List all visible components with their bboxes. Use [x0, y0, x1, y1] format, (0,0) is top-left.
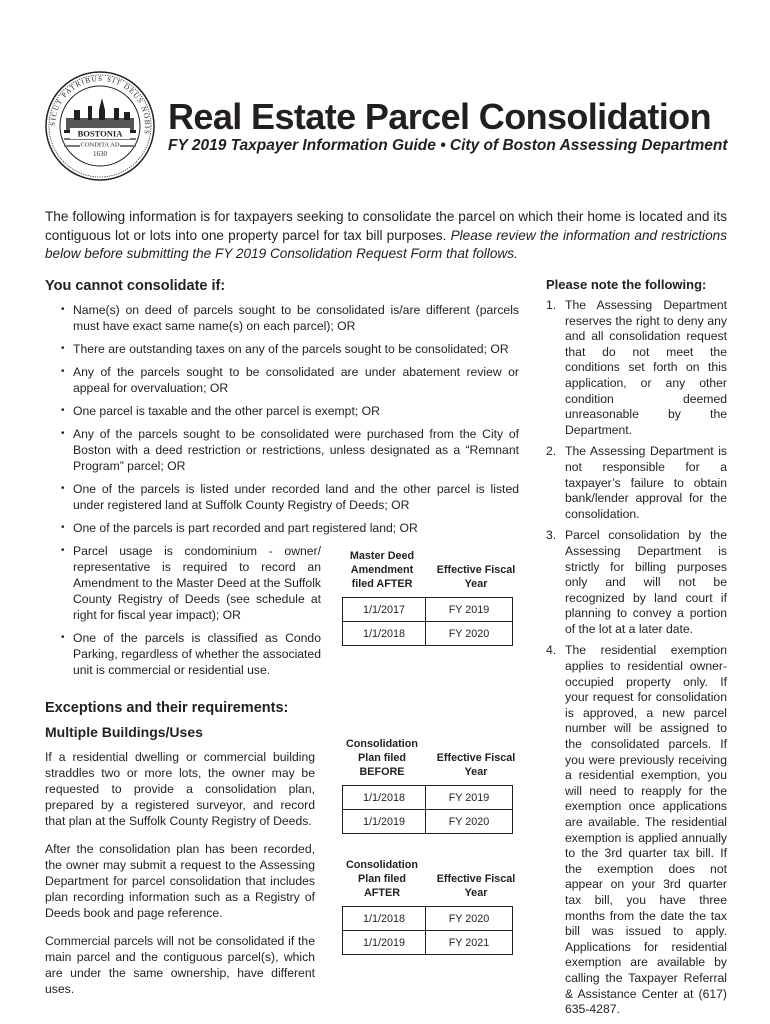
table-header: Effective Fiscal Year — [436, 873, 516, 899]
exceptions-heading: Exceptions and their requirements: — [45, 700, 289, 716]
intro-paragraph — [45, 208, 727, 264]
table-header: Consolidation Plan filed BEFORE — [346, 738, 418, 778]
seal-motto: SICUT PATRIBUS SIT DEUS NOBIS — [48, 74, 152, 136]
cannot-heading: You cannot consolidate if: — [45, 278, 226, 294]
seal-name: BOSTONIA — [77, 128, 123, 139]
notes-list — [546, 298, 727, 1018]
master-deed-table — [342, 549, 522, 646]
intro-text: The following information is for taxpayers seeking to consolidate the parcel on which their home is located and its contiguous lot or lots into one property parcel for tax bill purposes. — [45, 209, 727, 243]
table-cell: FY 2020 — [426, 907, 513, 931]
note-number: 4. — [546, 643, 557, 658]
table-cell: 1/1/2017 — [343, 598, 426, 622]
table-row — [343, 622, 513, 646]
table-row — [343, 786, 513, 810]
cannot-item: • One of the parcels is classified as Condo Parking, regardless of whether the associated unit is commercial or residential use. — [63, 630, 321, 678]
table-cell: FY 2020 — [426, 810, 513, 834]
cannot-item: • Name(s) on deed of parcels sought to be consolidated is/are different (parcels must have exact same name(s) on each parcel); OR — [63, 302, 519, 334]
note-number: 2. — [546, 444, 557, 459]
table-header: Effective Fiscal Year — [436, 752, 516, 778]
city-seal-logo — [44, 70, 156, 182]
table-cell: FY 2020 — [426, 622, 513, 646]
cannot-item: • Parcel usage is condominium - owner/ representative is required to record an Amendment to the Master Deed at the Suffolk County Registry of Deeds (see schedule at right for fiscal year impact); OR — [63, 543, 321, 623]
table-row — [343, 598, 513, 622]
note-item — [546, 528, 727, 637]
table-cell: FY 2019 — [426, 786, 513, 810]
table-header: Master Deed Amendment filed AFTER — [349, 550, 415, 590]
note-text: The Assessing Department reserves the right to deny any and all consolidation request that do not meet the conditions set forth on this application, or any other condition deemed unreasonable by the Department. — [565, 298, 727, 437]
table-cell: 1/1/2019 — [343, 810, 426, 834]
cannot-item: • There are outstanding taxes on any of the parcels sought to be consolidated; OR — [63, 341, 519, 357]
table-cell: FY 2019 — [426, 598, 513, 622]
table-row — [343, 810, 513, 834]
notes-column — [546, 277, 727, 1024]
cannot-item: • One parcel is taxable and the other parcel is exempt; OR — [63, 403, 519, 419]
plan-before-table — [342, 737, 522, 834]
cannot-item: • One of the parcels is listed under recorded land and the other parcel is listed under registered land at Suffolk County Registry of Deeds; OR — [63, 481, 519, 513]
note-item — [546, 643, 727, 1017]
exceptions-paragraph: If a residential dwelling or commercial building straddles two or more lots, the owner may be requested to provide a consolidation plan, prepared by a registered surveyor, and record that plan at the Suffolk County Registry of Deeds. — [45, 750, 315, 828]
note-text: Parcel consolidation by the Assessing Department is strictly for billing purposes only and will not be recognized by land court if planning to convey a portion of the lot at a later date. — [565, 528, 727, 636]
table-header: Effective Fiscal Year — [436, 564, 516, 590]
page-title: Real Estate Parcel Consolidation — [168, 96, 711, 137]
table-cell: 1/1/2018 — [343, 786, 426, 810]
cannot-item: • Any of the parcels sought to be consolidated were purchased from the City of Boston with a deed restriction or restrictions, unless designated as a “Remnant Program” parcel; OR — [63, 426, 519, 474]
table-cell: FY 2021 — [426, 931, 513, 955]
table-cell: 1/1/2018 — [343, 622, 426, 646]
notes-heading: Please note the following: — [546, 277, 707, 292]
exceptions-paragraph: After the consolidation plan has been recorded, the owner may submit a request to the Assessing Department for parcel consolidation that includes plan recording information such as a Registry of Deeds book and page reference. — [45, 842, 315, 920]
note-number: 3. — [546, 528, 557, 543]
exceptions-subheading: Multiple Buildings/Uses — [45, 724, 203, 740]
intro-italic: Please review the information and restrictions below before submitting the FY 2019 Consolidation Request Form that follows. — [45, 227, 727, 261]
cannot-item: • Any of the parcels sought to be consolidated are under abatement review or appeal for overvaluation; OR — [63, 364, 519, 396]
note-text: The residential exemption applies to residential owner-occupied property only. If your request for consolidation is approved, a new parcel number will be assigned to the consolidated parcels. If you were previously receiving a residential exemption, you will need to reapply for the exemption once applications are available. The residential exemption is applied annually to the 3rd quarter tax bill. If the exemption does not appear on your 3rd quarter tax bill, you have three months from the date the tax bill was issued to apply. Applications for residential exemption are available by calling the Taxpayer Referral & Assistance Center at (617) 635-4287. — [565, 643, 727, 1017]
table-header: Consolidation Plan filed AFTER — [346, 859, 418, 899]
exceptions-paragraph: Commercial parcels will not be consolidated if the main parcel and the contiguous parcel(s), which are under the same ownership, have different uses. — [45, 934, 315, 996]
seal-year: 1630 — [93, 150, 107, 158]
table-cell: 1/1/2019 — [343, 931, 426, 955]
note-item — [546, 298, 727, 438]
seal-line2: CONDITA AD — [80, 141, 120, 149]
note-item — [546, 444, 727, 522]
cannot-item: • One of the parcels is part recorded and part registered land; OR — [63, 520, 519, 536]
note-text: The Assessing Department is not responsible for a taxpayer’s failure to obtain bank/lender approval for the consolidation. — [565, 444, 727, 521]
plan-after-table — [342, 858, 522, 955]
table-row — [343, 907, 513, 931]
page-subtitle: FY 2019 Taxpayer Information Guide • City of Boston Assessing Department — [168, 137, 728, 154]
table-row — [343, 931, 513, 955]
note-number: 1. — [546, 298, 557, 312]
table-cell: 1/1/2018 — [343, 907, 426, 931]
